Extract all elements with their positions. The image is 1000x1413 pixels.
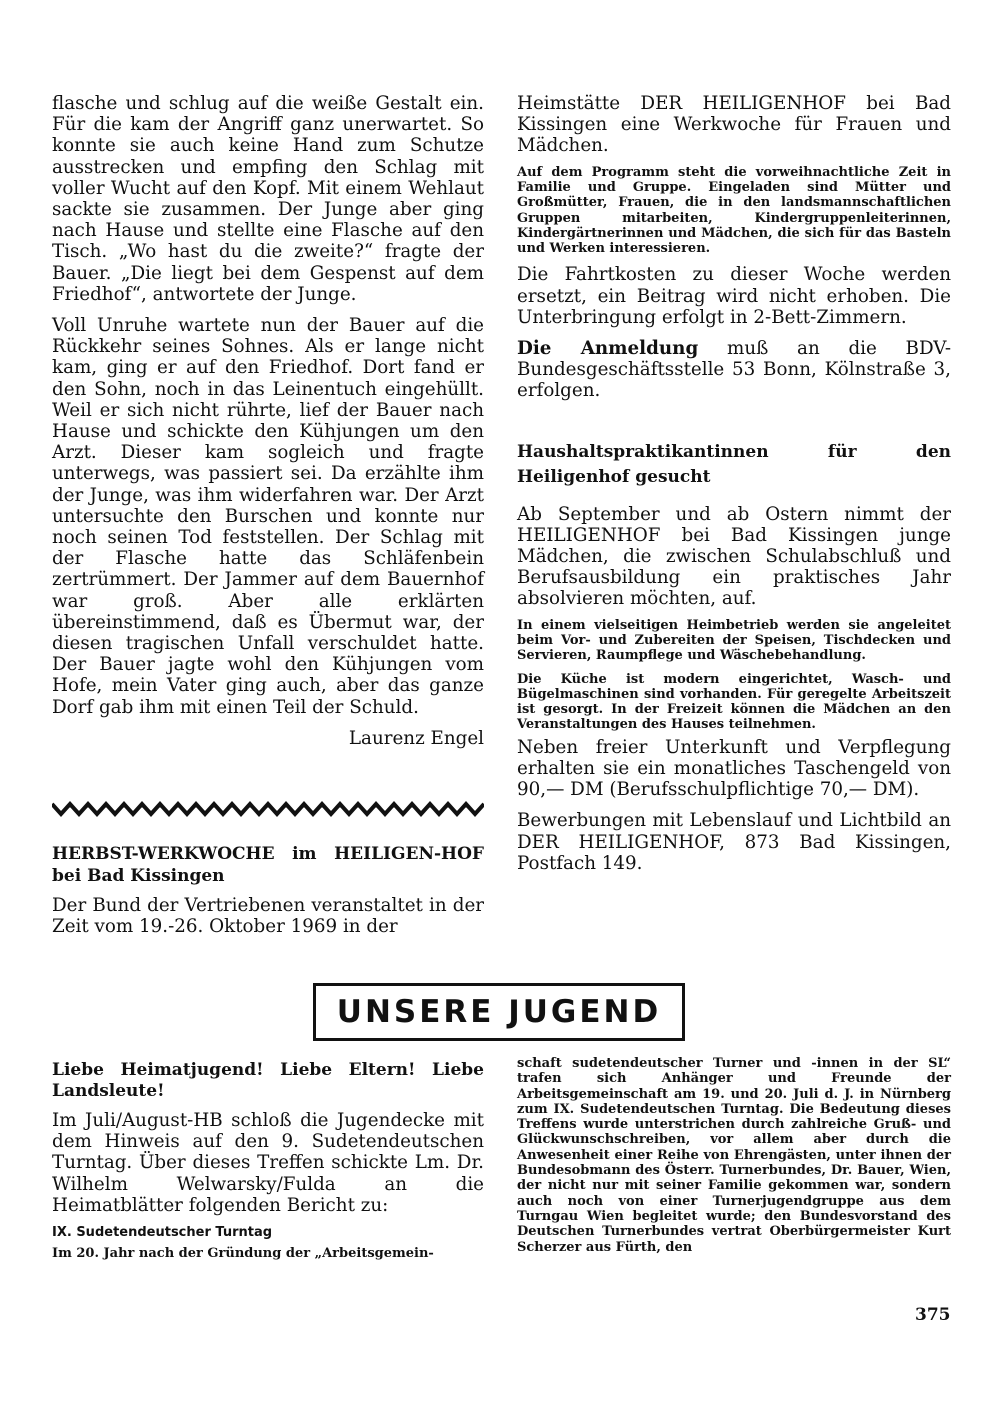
jugend-greeting: Liebe Heimatjugend! Liebe Eltern! Liebe Landsleute! [52, 1060, 484, 1101]
praktikantinnen-heading: Haushaltspraktikantinnen für den Heiligenhof gesucht [517, 441, 951, 487]
right-paragraph-2: Auf dem Programm steht die vorweihnachtliche Zeit in Familie und Gruppe. Eingeladen sind Mütter und Großmütter, Frauen, die in den landsmannschaftlichen Gruppen mitarbeiten, Kindergruppenleiterinnen, Kindergärtnerinnen und Mädchen, die sich für das Basteln und Werken interessieren. [517, 164, 951, 257]
page-number: 375 [915, 1305, 951, 1325]
right-paragraph-9: Bewerbungen mit Lebenslauf und Lichtbild an DER HEILIGENHOF, 873 Bad Kissingen, Postfach 149. [517, 810, 951, 874]
right-paragraph-4 [517, 338, 951, 402]
werkwoche-paragraph: Der Bund der Vertriebenen veranstaltet in der Zeit vom 19.-26. Oktober 1969 in der [52, 895, 484, 938]
decorative-zigzag-divider [52, 800, 484, 818]
story-paragraph-2: Voll Unruhe wartete nun der Bauer auf die Rückkehr seines Sohnes. Als er lange nicht kam, ging er auf den Friedhof. Dort fand er den Sohn, noch in das Leinentuch eingehüllt. Weil er sich nicht rührte, lief der Bauer nach Hause und schickte den Kühjungen um den Arzt. Dieser kam sogleich und fragte unterwegs, was passiert sei. Da erzählte ihm der Junge, was ihm widerfahren war. Der Arzt untersuchte den Burschen und konnte nur noch seinen Tod feststellen. Der Schlag mit der Flasche hatte das Schläfenbein zertrümmert. Der Jammer auf dem Bauernhof war groß. Aber alle erklärten übereinstimmend, daß es Übermut war, der diesen tragischen Unfall verschuldet hatte. Der Bauer jagte wohl den Kühjungen vom Hofe, mein Vater ging auch, aber das ganze Dorf gab ihm mit einen Teil der Schuld. [52, 315, 484, 718]
story-paragraph-1: flasche und schlug auf die weiße Gestalt ein. Für die kam der Angriff ganz unerwartet. So konnte sie auch keine Hand zum Schutze ausstrecken und empfing den Schlag mit voller Wucht auf den Kopf. Mit einem Wehlaut sackte sie zusammen. Der Junge aber ging nach Hause und stellte eine Flasche auf den Tisch. „Wo hast du die zweite?“ fragte der Bauer. „Die liegt bei dem Gespenst auf dem Friedhof“, antwortete der Junge. [52, 93, 484, 305]
right-paragraph-1: Heimstätte DER HEILIGENHOF bei Bad Kissingen eine Werkwoche für Frauen und Mädchen. [517, 93, 951, 157]
jugend-paragraph-1: Im Juli/August-HB schloß die Jugendecke mit dem Hinweis auf den 9. Sudetendeutschen Turntag. Über dieses Treffen schickte Lm. Dr. Wilhelm Welwarsky/Fulda an die Heimatblätter folgenden Bericht zu: [52, 1110, 484, 1216]
right-paragraph-7: Die Küche ist modern eingerichtet, Wasch- und Bügelmaschinen sind vorhanden. Für geregelte Arbeitszeit ist gesorgt. In der Freizeit können die Mädchen an den Veranstaltungen des Hauses teilnehmen. [517, 671, 951, 733]
turntag-subheading: IX. Sudetendeutscher Turntag [52, 1225, 273, 1241]
bottom-right-column [517, 1056, 951, 1255]
werkwoche-section [52, 843, 484, 937]
left-column [52, 93, 484, 749]
anmeldung-rest: muß an die BDV-Bundesgeschäftsstelle 53 Bonn, Kölnstraße 3, erfolgen. [517, 338, 952, 402]
right-column [517, 93, 951, 874]
anmeldung-bold: Die Anmeldung [517, 338, 699, 359]
turntag-paragraph-continued: schaft sudetendeutscher Turner und -innen in der SL“ trafen sich Anhänger und Freunde der Arbeitsgemeinschaft am 19. und 20. Juli d. J. in Nürnberg zum IX. Sudetendeutschen Turntag. Die Bedeutung dieses Treffens wurde unterstrichen durch zahlreiche Gruß- und Glückwunschschreiben, vor allem aber durch die Anwesenheit einer Reihe von Ehrengästen, unter ihnen der Bundesobmann des Österr. Turnerbundes, Dr. Bauer, Wien, der nicht nur mit seiner Familie gekommen war, sondern auch noch von einer Turnerjugendgruppe aus dem Turngau Wien begleitet wurde; den Bundesvorstand des Deutschen Turnerbundes vertrat Oberbürgermeister Kurt Scherzer aus Fürth, den [517, 1056, 951, 1255]
right-paragraph-8: Neben freier Unterkunft und Verpflegung erhalten sie ein monatliches Taschengeld von 90,— DM (Berufsschulpflichtige 70,— DM). [517, 736, 951, 801]
right-paragraph-5: Ab September und ab Ostern nimmt der HEILIGENHOF bei Bad Kissingen junge Mädchen, die zwischen Schulabschluß und Berufsausbildung ein praktisches Jahr absolvieren möchten, auf. [517, 503, 951, 610]
unsere-jugend-masthead [313, 983, 685, 1041]
werkwoche-heading: HERBST-WERKWOCHE im HEILIGEN-HOF bei Bad Kissingen [52, 844, 484, 886]
author-signature: Laurenz Engel [348, 727, 484, 749]
right-paragraph-6: In einem vielseitigen Heimbetrieb werden sie angeleitet beim Vor- und Zubereiten der Speisen, Tischdecken und Servieren, Raumpflege und Wäschebehandlung. [517, 617, 951, 664]
right-paragraph-3: Die Fahrtkosten zu dieser Woche werden ersetzt, ein Beitrag wird nicht erhoben. Die Unterbringung erfolgt in 2-Bett-Zimmern. [517, 264, 951, 328]
masthead-title: UNSERE JUGEND [336, 994, 662, 1030]
turntag-paragraph-start: Im 20. Jahr nach der Gründung der „Arbeitsgemein- [52, 1246, 434, 1262]
bottom-left-column [52, 1060, 484, 1261]
